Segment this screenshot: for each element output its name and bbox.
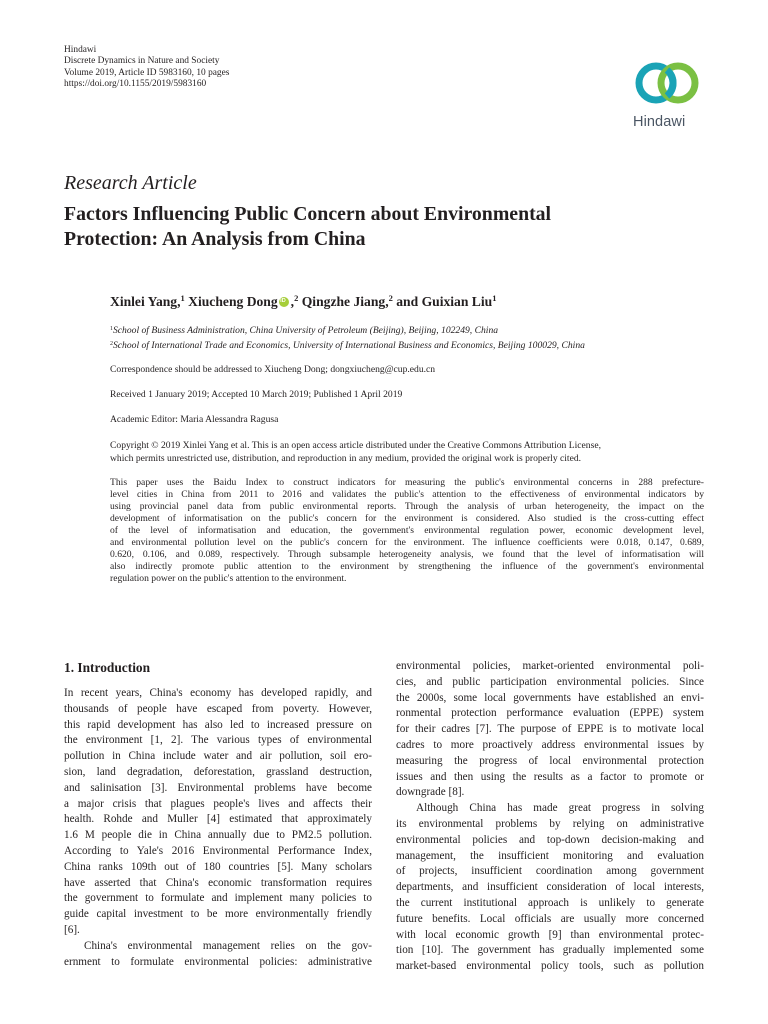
abstract-line: and environmental pollution level on the public's concern for the environment. The influence coefficients were 0.018, 0.147, 0.689, xyxy=(110,537,704,548)
copyright-line: which permits unrestricted use, distribution, and reproduction in any medium, provided the original work is properly cited. xyxy=(110,453,582,465)
affiliation-text: School of Business Administration, China University of Petroleum (Beijing), Beijing, 102249, China xyxy=(113,325,499,336)
volume-line: Volume 2019, Article ID 5983160, 10 pages xyxy=(64,67,230,78)
body-line: measuring the progress of local environmental protection xyxy=(396,754,704,767)
journal-name: Discrete Dynamics in Nature and Society xyxy=(64,56,220,67)
affiliations xyxy=(110,323,585,352)
copyright-line: Copyright © 2019 Xinlei Yang et al. This is an open access article distributed under the Creative Commons Attribution License, xyxy=(110,440,601,451)
body-line: of projects, insufficient coordination among government xyxy=(396,865,704,878)
abstract-line: of the level of informatisation and education, the government's environmental regulation power, economic development level, xyxy=(110,525,704,536)
academic-editor: Academic Editor: Maria Alessandra Ragusa xyxy=(110,414,279,425)
author-affil-sup: 2 xyxy=(388,293,393,303)
body-line: the environment [1, 2]. The various types of environmental xyxy=(64,734,372,747)
body-line: [6]. xyxy=(64,923,80,936)
affiliation-text: School of International Trade and Economics, University of International Business and Economics, Beijing 100029, China xyxy=(113,339,585,351)
author-name[interactable]: Qingzhe Jiang, xyxy=(301,294,389,309)
abstract xyxy=(110,477,704,585)
body-line: issues and then using the results as a factor to promote or xyxy=(396,770,704,783)
body-line: the 2000s, some local governments have established an envi- xyxy=(396,691,704,704)
body-line: with local economic growth [9] than environmental protec- xyxy=(396,928,704,941)
hindawi-logo-text: Hindawi xyxy=(633,114,686,130)
abstract-line: also indirectly promote public attention to the environment by strengthening the influence of the government's environmental xyxy=(110,561,704,572)
abstract-line: level cities in China from 2011 to 2016 and validates the public's attention to the effectiveness of environmental indicators by xyxy=(110,489,704,500)
orcid-icon[interactable] xyxy=(279,297,289,307)
body-line: pollution in China include water and air pollution, soil ero- xyxy=(64,750,372,763)
body-line: 1.6 M people die in China annually due to PM2.5 pollution. xyxy=(64,829,372,842)
copyright-notice xyxy=(110,439,704,466)
doi-link[interactable]: https://doi.org/10.1155/2019/5983160 xyxy=(64,79,207,90)
author-list: Xinlei Yang,$^1$ Xiucheng DongiD ,$^2$ Qingzhe Jiang,$^2$ and Guixian Liu$^1$ xyxy=(110,293,496,310)
affiliation-sup: 2 xyxy=(110,340,113,347)
body-line: its environmental problems by relying on administrative xyxy=(396,817,704,830)
article-type: Research Article xyxy=(64,172,197,194)
body-line: In recent years, China's economy has developed rapidly, and xyxy=(64,687,372,699)
body-column-left xyxy=(64,686,372,970)
title-line: Protection: An Analysis from China xyxy=(64,228,366,250)
body-line: cadres to more proactively address environmental issues by xyxy=(396,738,704,751)
journal-meta xyxy=(64,45,229,91)
abstract-line: regulation power on the public's attention to the environment. xyxy=(110,573,347,584)
author-name[interactable]: Xiucheng Dong xyxy=(188,294,278,309)
hindawi-logo-icon xyxy=(628,58,708,108)
abstract-line: development of informatisation on the public's concern for the environment is considered. Also studied is the cross-cutting effect xyxy=(110,513,704,524)
body-line: According to Yale's 2016 Environmental Performance Index, xyxy=(64,844,372,857)
body-line: environmental policies and top-down decision-making and xyxy=(396,833,704,846)
body-line: ernment to formulate environmental policies: administrative xyxy=(64,955,372,968)
body-line: Although China has made great progress in solving xyxy=(416,802,704,815)
body-line: management, the insufficient monitoring and evaluation xyxy=(396,849,704,862)
body-line: health. Rohde and Muller [4] estimated that approximately xyxy=(64,813,372,826)
body-line: the current institutional approach is unlikely to generate xyxy=(396,896,704,909)
affiliation-line xyxy=(110,323,585,338)
body-line: ronmental protection performance evaluation (EPPE) system xyxy=(396,707,704,720)
body-line: for their cadres [7]. The purpose of EPPE is to motivate local xyxy=(396,723,704,736)
publisher-name: Hindawi xyxy=(64,45,97,55)
body-line: China's environmental management relies on the gov- xyxy=(84,939,372,952)
body-column-right xyxy=(396,659,704,975)
author-name[interactable]: Xinlei Yang, xyxy=(110,294,181,309)
body-line: departments, and insufficient consideration of local interests, xyxy=(396,881,704,894)
body-line: thousands of people have escaped from poverty. However, xyxy=(64,702,372,715)
body-line: downgrade [8]. xyxy=(396,786,465,799)
affiliation-line xyxy=(110,338,585,353)
abstract-line: 0.620, 0.106, and 0.089, respectively. Through subsample heterogeneity analysis, we found that the level of informatisation will xyxy=(110,549,704,560)
affiliation-sup: 1 xyxy=(110,326,113,332)
article-dates: Received 1 January 2019; Accepted 10 March 2019; Published 1 April 2019 xyxy=(110,389,403,400)
author-name[interactable]: and Guixian Liu xyxy=(396,294,493,309)
body-line: have asserted that China's economic transformation requires xyxy=(64,876,372,889)
body-line: guide capital investment to be more environmentally friendly xyxy=(64,908,372,921)
abstract-line: using provincial panel data from public environmental reports. Through the analysis of urban heterogeneity, the impact on the xyxy=(110,501,704,512)
body-line: market-based environmental policy tools, such as pollution xyxy=(396,960,704,973)
body-line: and salinisation [3]. Environmental problems have become xyxy=(64,781,372,794)
section-title: 1. Introduction xyxy=(64,660,151,675)
body-line: the government to formulate and implement many policies to xyxy=(64,892,372,905)
author-affil-sup: 2 xyxy=(294,293,299,303)
body-line: sion, land degradation, deforestation, grassland destruction, xyxy=(64,765,372,778)
body-line: cies, and public participation environmental policies. Since xyxy=(396,675,704,688)
body-line: tion [10]. The government has gradually implemented some xyxy=(396,944,704,957)
author-affil-sup: 1 xyxy=(180,293,185,303)
abstract-line: This paper uses the Baidu Index to construct indicators for measuring the public's environmental concerns in 288 prefecture- xyxy=(110,477,704,488)
body-line: this rapid development has also led to increased pressure on xyxy=(64,718,372,731)
title-line: Factors Influencing Public Concern about Environmental xyxy=(64,203,552,225)
body-line: environmental policies, market-oriented environmental poli- xyxy=(396,660,704,672)
article-title xyxy=(64,202,724,252)
author-affil-sup: 1 xyxy=(492,293,497,303)
body-line: China ranks 109th out of 180 countries [5]. Many scholars xyxy=(64,860,372,873)
correspondence: Correspondence should be addressed to Xiucheng Dong; dongxiucheng@cup.edu.cn xyxy=(110,364,436,375)
body-line: a major crisis that plagues people's lives and affects their xyxy=(64,797,372,810)
body-line: future benefits. Local officials are usually more concerned xyxy=(396,912,704,925)
